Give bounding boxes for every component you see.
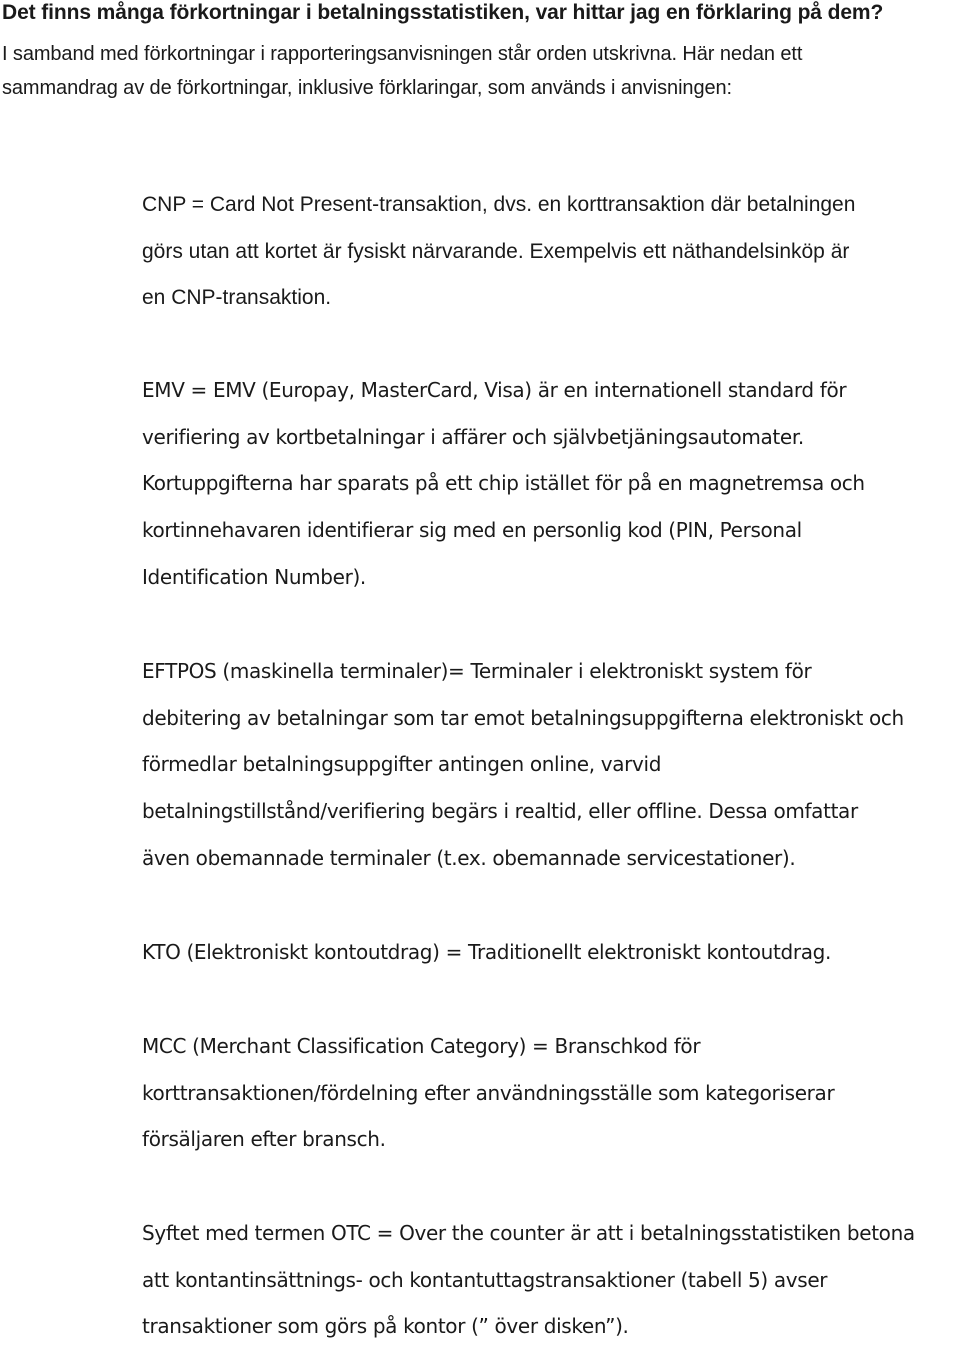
definition-kto	[142, 929, 960, 976]
definition-line: EFTPOS (maskinella terminaler)= Terminaler i elektroniskt system för	[142, 659, 812, 683]
definition-line: att kontantinsättnings- och kontantuttagstransaktioner (tabell 5) avser	[142, 1267, 828, 1292]
definition-eftpos	[142, 648, 960, 882]
definition-line: betalningstillstånd/verifiering begärs i realtid, eller offline. Dessa omfattar	[142, 799, 858, 824]
definition-mcc	[142, 1023, 960, 1163]
definition-line: även obemannade terminaler (t.ex. obemannade servicestationer).	[142, 845, 796, 870]
definition-line: Syftet med termen OTC = Over the counter är att i betalningsstatistiken betona	[142, 1221, 915, 1245]
faq-question-heading: Det finns många förkortningar i betalningsstatistiken, var hittar jag en förklaring på dem?	[2, 1, 884, 24]
definition-line: MCC (Merchant Classification Category) = Branschkod för	[142, 1034, 701, 1058]
definition-line: transaktioner som görs på kontor (” över disken”).	[142, 1314, 629, 1339]
definition-line: korttransaktionen/fördelning efter användningsställe som kategoriserar	[142, 1080, 835, 1105]
definition-line: EMV = EMV (Europay, MasterCard, Visa) är en internationell standard för	[142, 378, 847, 402]
definition-line: görs utan att kortet är fysiskt närvarande. Exempelvis ett näthandelsinköp är	[142, 239, 850, 263]
definition-otc	[142, 1210, 960, 1350]
definition-line: debitering av betalningar som tar emot betalningsuppgifterna elektroniskt och	[142, 705, 904, 730]
definition-line: Kortuppgifterna har sparats på ett chip istället för på en magnetremsa och	[142, 471, 865, 496]
definition-line: en CNP-transaktion.	[142, 286, 332, 310]
definition-emv	[142, 367, 960, 601]
intro-line: I samband med förkortningar i rapporteringsanvisningen står orden utskrivna. Här nedan ett	[2, 43, 803, 65]
intro-line: sammandrag av de förkortningar, inklusive förklaringar, som används i anvisningen:	[2, 77, 732, 99]
definition-line: CNP = Card Not Present-transaktion, dvs. en korttransaktion där betalningen	[142, 193, 856, 216]
definition-line: försäljaren efter bransch.	[142, 1127, 386, 1152]
intro-paragraph	[2, 37, 958, 105]
definition-line: verifiering av kortbetalningar i affärer och självbetjäningsautomater.	[142, 424, 804, 449]
definition-line: förmedlar betalningsuppgifter antingen online, varvid	[142, 752, 662, 777]
definition-line: KTO (Elektroniskt kontoutdrag) = Traditionellt elektroniskt kontoutdrag.	[142, 940, 831, 964]
definition-cnp	[142, 182, 960, 322]
definition-line: kortinnehavaren identifierar sig med en personlig kod (PIN, Personal	[142, 518, 802, 543]
definition-line: Identification Number).	[142, 564, 366, 589]
